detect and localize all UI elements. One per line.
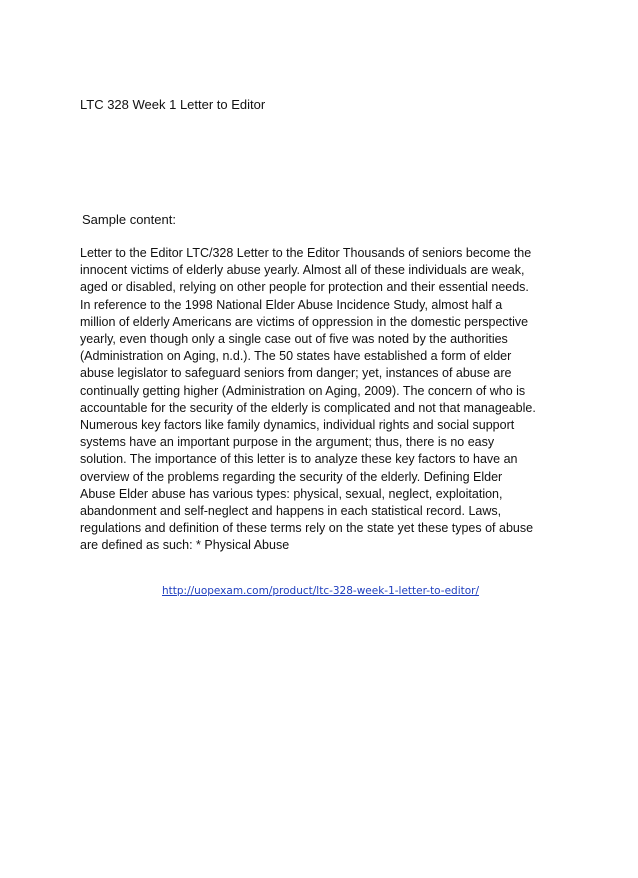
body-line: are defined as such: * Physical Abuse xyxy=(80,538,290,553)
body-line: solution. The importance of this letter is to analyze these key factors to have an xyxy=(80,452,518,467)
body-line: abuse legislator to safeguard seniors from danger; yet, instances of abuse are xyxy=(80,366,512,381)
body-line: continually getting higher (Administration on Aging, 2009). The concern of who is xyxy=(80,383,526,398)
body-line: accountable for the security of the elderly is complicated and not that manageable. xyxy=(80,400,536,415)
body-line: abandonment and self-neglect and happens in each statistical record. Laws, xyxy=(80,504,502,519)
body-line: (Administration on Aging, n.d.). The 50 states have established a form of elder xyxy=(80,349,512,364)
body-line: overview of the problems regarding the security of the elderly. Defining Elder xyxy=(80,469,503,484)
body-line: yearly, even though only a single case out of five was noted by the authorities xyxy=(80,332,508,347)
body-line: In reference to the 1998 National Elder Abuse Incidence Study, almost half a xyxy=(80,297,503,312)
letter-body xyxy=(80,245,570,555)
product-link[interactable]: http://uopexam.com/product/ltc-328-week-1-letter-to-editor/ xyxy=(162,585,480,597)
body-line: aged or disabled, relying on other people for protection and their essential needs. xyxy=(80,280,529,295)
body-line: regulations and definition of these terms rely on the state yet these types of abuse xyxy=(80,521,534,536)
sample-content-label: Sample content: xyxy=(82,212,176,227)
body-line: systems have an important purpose in the argument; thus, there is no easy xyxy=(80,435,495,450)
body-line: Abuse Elder abuse has various types: physical, sexual, neglect, exploitation, xyxy=(80,486,503,501)
body-line: million of elderly Americans are victims of oppression in the domestic perspective xyxy=(80,314,529,329)
body-line: Letter to the Editor LTC/328 Letter to the Editor Thousands of seniors become the xyxy=(80,246,532,260)
body-line: Numerous key factors like family dynamics, individual rights and social support xyxy=(80,418,515,433)
body-line: innocent victims of elderly abuse yearly. Almost all of these individuals are weak, xyxy=(80,263,525,278)
document-title: LTC 328 Week 1 Letter to Editor xyxy=(80,97,266,112)
